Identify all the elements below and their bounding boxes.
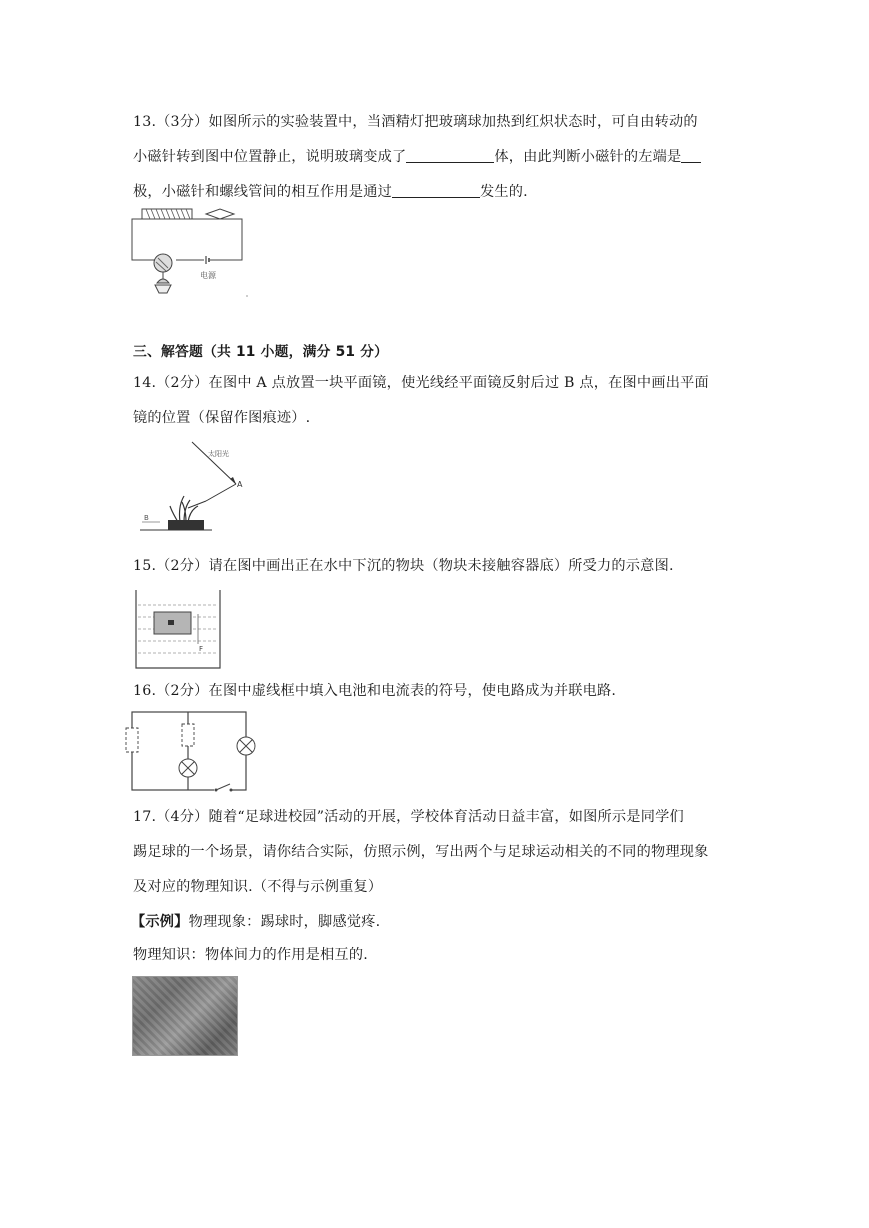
q15-figure — [134, 588, 224, 670]
q13-blank-1 — [406, 148, 494, 163]
q13-line-3-b: 发生的. — [479, 184, 528, 200]
q13-figure — [130, 205, 270, 300]
q13-blank-3 — [392, 183, 480, 198]
q14-point-a: A — [237, 480, 243, 489]
q13-power-label: 电源 — [200, 271, 216, 280]
q13-line-3 — [133, 182, 743, 202]
q14-sun-label: 太阳光 — [208, 450, 229, 458]
q16-line-1: 16.（2分）在图中虚线框中填入电池和电流表的符号，使电路成为并联电路. — [133, 683, 617, 699]
q14-point-b: B — [144, 514, 149, 522]
q17-line-2: 踢足球的一个场景，请你结合实际，仿照示例，写出两个与足球运动相关的不同的物理现象 — [133, 844, 709, 860]
q13-line-1: 13.（3分）如图所示的实验装置中，当酒精灯把玻璃球加热到红炽状态时，可自由转动的 — [133, 114, 698, 130]
q17-line-3: 及对应的物理知识.（不得与示例重复） — [133, 879, 383, 895]
q13-line-2-b: 体，由此判断小磁针的左端是 — [494, 149, 682, 165]
q17-example-tag: 【示例】 — [131, 914, 189, 930]
q13-line-2-a: 小磁针转到图中位置静止，说明玻璃变成了 — [133, 149, 407, 165]
q17-example-text: 物理现象：踢球时，脚感觉疼. — [188, 914, 381, 930]
q15-force-label: F — [199, 645, 204, 653]
q14-line-2: 镜的位置（保留作图痕迹）. — [133, 410, 311, 426]
q13-line-2 — [133, 147, 743, 167]
q16-figure — [130, 710, 255, 795]
section-3-title: 三、解答题（共 11 小题，满分 51 分） — [133, 344, 389, 360]
q17-line-1: 17.（4分）随着“足球进校园”活动的开展，学校体育活动日益丰富，如图所示是同学们 — [133, 809, 684, 825]
q13-line-3-a: 极，小磁针和螺线管间的相互作用是通过 — [133, 184, 392, 200]
q14-figure — [140, 440, 250, 540]
q13-blank-2 — [681, 148, 701, 163]
q17-knowledge: 物理知识：物体间力的作用是相互的. — [133, 947, 368, 963]
q15-line-1: 15.（2分）请在图中画出正在水中下沉的物块（物块未接触容器底）所受力的示意图. — [133, 558, 674, 574]
q17-example — [131, 912, 741, 932]
q14-line-1: 14.（2分）在图中 A 点放置一块平面镜，使光线经平面镜反射后过 B 点，在图中画出平面 — [133, 375, 709, 391]
football-photo — [132, 976, 238, 1056]
